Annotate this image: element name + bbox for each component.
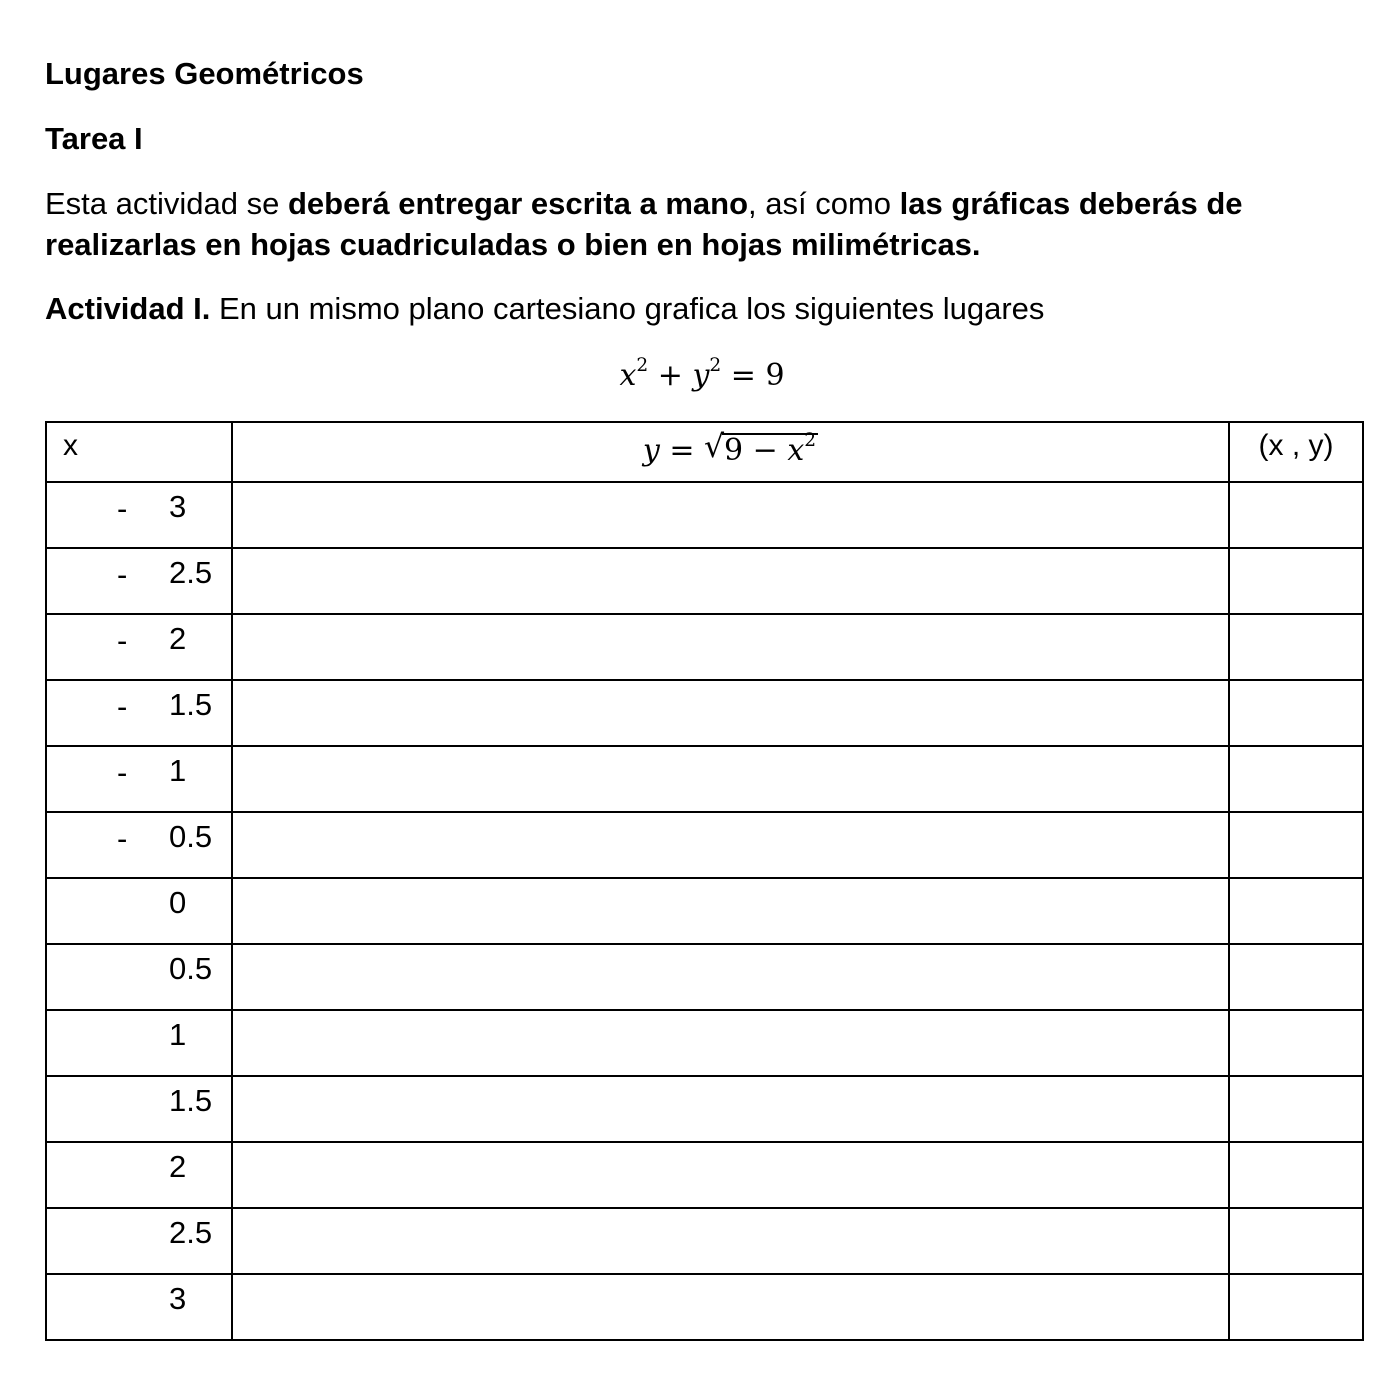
x-value-cell <box>46 1076 232 1142</box>
table-row <box>46 812 1363 878</box>
radicand-minus: − <box>743 433 788 468</box>
activity-text: En un mismo plano cartesiano grafica los siguientes lugares <box>210 291 1045 326</box>
equation-exponent-1: 2 <box>636 355 649 377</box>
instruction-emphasis-2: las gráficas deberás de <box>899 186 1243 221</box>
pair-answer-cell[interactable] <box>1229 746 1363 812</box>
x-value-cell <box>46 1142 232 1208</box>
pair-answer-cell[interactable] <box>1229 1208 1363 1274</box>
table-row <box>46 1208 1363 1274</box>
formula-lhs: y <box>642 433 660 468</box>
x-value-cell <box>46 1010 232 1076</box>
x-value-cell <box>46 548 232 614</box>
x-value: 3 <box>169 489 187 524</box>
equation-y: y <box>692 358 710 393</box>
x-value: 2 <box>169 1149 187 1184</box>
formula-equals: = <box>659 433 705 468</box>
instruction-text-2: , así como <box>748 186 900 221</box>
y-answer-cell[interactable] <box>232 746 1229 812</box>
equation-rhs: 9 <box>765 358 785 393</box>
y-answer-cell[interactable] <box>232 680 1229 746</box>
x-value-cell <box>46 1274 232 1340</box>
x-value-cell <box>46 746 232 812</box>
pair-answer-cell[interactable] <box>1229 1142 1363 1208</box>
table-row <box>46 1142 1363 1208</box>
header-pair: (x , y) <box>1229 422 1363 482</box>
pair-answer-cell[interactable] <box>1229 1274 1363 1340</box>
radicand-exponent: 2 <box>804 430 817 452</box>
y-answer-cell[interactable] <box>232 944 1229 1010</box>
x-value-cell <box>46 482 232 548</box>
header-y-formula <box>232 422 1229 482</box>
activity-label: Actividad I. <box>45 291 211 326</box>
square-root <box>704 429 818 468</box>
equation-plus: + <box>648 358 693 393</box>
x-sign: - <box>117 689 128 724</box>
radicand <box>722 430 818 468</box>
table-row <box>46 680 1363 746</box>
pair-answer-cell[interactable] <box>1229 482 1363 548</box>
pair-answer-cell[interactable] <box>1229 680 1363 746</box>
table-row <box>46 1274 1363 1340</box>
y-answer-cell[interactable] <box>232 1142 1229 1208</box>
table-row <box>46 1010 1363 1076</box>
x-sign: - <box>117 755 128 790</box>
x-sign: - <box>117 821 128 856</box>
x-value: 0.5 <box>169 819 213 854</box>
x-sign: - <box>117 557 128 592</box>
x-value-cell <box>46 812 232 878</box>
document-title: Lugares Geométricos <box>45 56 364 91</box>
circle-equation <box>0 356 1392 396</box>
pair-answer-cell[interactable] <box>1229 614 1363 680</box>
y-answer-cell[interactable] <box>232 1010 1229 1076</box>
table-row <box>46 482 1363 548</box>
x-value-cell <box>46 1208 232 1274</box>
y-answer-cell[interactable] <box>232 1076 1229 1142</box>
pair-answer-cell[interactable] <box>1229 548 1363 614</box>
equation-exponent-2: 2 <box>709 355 722 377</box>
x-sign: - <box>117 491 128 526</box>
pair-answer-cell[interactable] <box>1229 878 1363 944</box>
pair-answer-cell[interactable] <box>1229 944 1363 1010</box>
pair-answer-cell[interactable] <box>1229 1076 1363 1142</box>
header-x: x <box>46 422 232 482</box>
table-row <box>46 548 1363 614</box>
table-row <box>46 944 1363 1010</box>
x-value-cell <box>46 614 232 680</box>
task-heading: Tarea I <box>45 121 143 156</box>
y-answer-cell[interactable] <box>232 812 1229 878</box>
values-table <box>45 421 1364 1341</box>
table-row <box>46 746 1363 812</box>
y-answer-cell[interactable] <box>232 548 1229 614</box>
radicand-number: 9 <box>724 433 744 468</box>
activity-line <box>45 291 1044 327</box>
x-value: 0 <box>169 885 187 920</box>
x-value: 1.5 <box>169 687 213 722</box>
instruction-emphasis-1: deberá entregar escrita a mano <box>287 186 749 221</box>
x-value: 1.5 <box>169 1083 213 1118</box>
radical-sign: √ <box>704 429 725 465</box>
pair-answer-cell[interactable] <box>1229 812 1363 878</box>
x-value: 1 <box>169 753 187 788</box>
x-value: 2.5 <box>169 555 213 590</box>
radicand-variable: x <box>787 433 805 468</box>
table-header-row <box>46 422 1363 482</box>
x-value-cell <box>46 878 232 944</box>
x-value-cell <box>46 944 232 1010</box>
equation-x: x <box>619 358 637 393</box>
x-value-cell <box>46 680 232 746</box>
instruction-line-1 <box>45 186 1243 222</box>
x-value: 0.5 <box>169 951 213 986</box>
instruction-line-2: realizarlas en hojas cuadriculadas o bien en hojas milimétricas. <box>45 227 981 262</box>
x-value: 2 <box>169 621 187 656</box>
y-answer-cell[interactable] <box>232 878 1229 944</box>
table-row <box>46 1076 1363 1142</box>
x-sign: - <box>117 623 128 658</box>
instruction-text-1: Esta actividad se <box>45 186 288 221</box>
table-row <box>46 614 1363 680</box>
y-answer-cell[interactable] <box>232 614 1229 680</box>
y-answer-cell[interactable] <box>232 1274 1229 1340</box>
y-answer-cell[interactable] <box>232 482 1229 548</box>
x-value: 3 <box>169 1281 187 1316</box>
y-answer-cell[interactable] <box>232 1208 1229 1274</box>
table-row <box>46 878 1363 944</box>
x-value: 2.5 <box>169 1215 213 1250</box>
x-value: 1 <box>169 1017 187 1052</box>
equation-equals: = <box>721 358 766 393</box>
pair-answer-cell[interactable] <box>1229 1010 1363 1076</box>
